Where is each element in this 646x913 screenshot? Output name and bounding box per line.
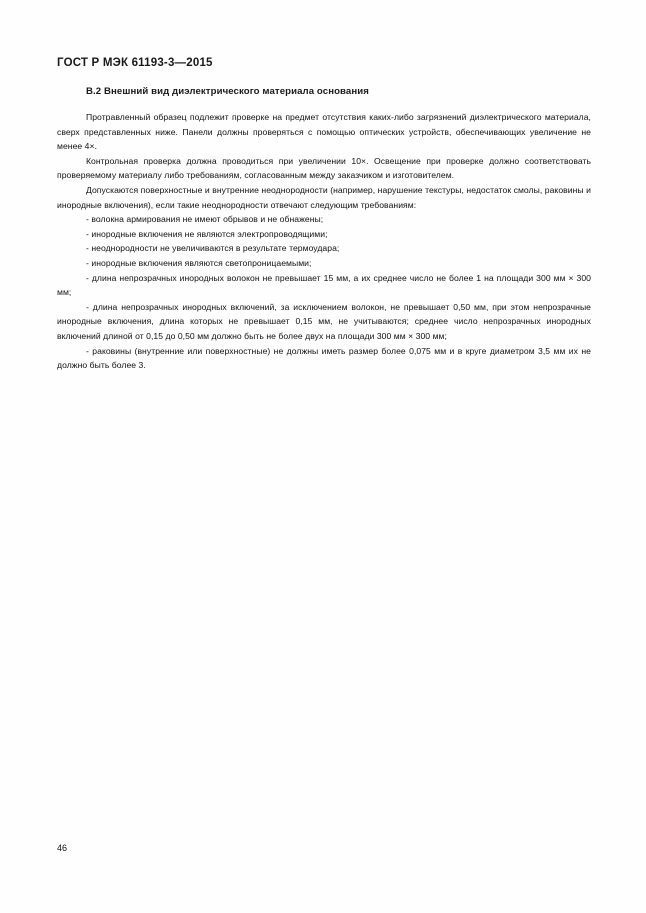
list-item: - волокна армирования не имеют обрывов и не обнажены; (86, 214, 324, 225)
list-item: - неоднородности не увеличиваются в результате термоудара; (86, 243, 340, 254)
page-number: 46 (57, 843, 68, 853)
paragraph: Протравленный образец подлежит проверке на предмет отсутствия каких-либо загрязнений диэлектрического материала, сверх представленных ниже. Панели должны проверяться с помощью оптических устройств, обеспечивающих увеличение не менее 4×. (57, 112, 591, 152)
body-text (57, 110, 591, 373)
section-title: В.2 Внешний вид диэлектрического материала основания (86, 86, 369, 97)
list-item: - инородные включения являются светопроницаемыми; (86, 257, 312, 268)
paragraph: Контрольная проверка должна проводиться при увеличении 10×. Освещение при проверке должно соответствовать проверяемому материалу либо требованиям, согласованным между заказчиком и изготовителем. (57, 155, 591, 181)
list-item: - раковины (внутренние или поверхностные) не должны иметь размер более 0,075 мм и в круге диаметром 3,5 мм их не должно быть более 3. (57, 345, 591, 371)
list-item: - длина непрозрачных инородных волокон не превышает 15 мм, а их среднее число не более 1 на площади 300 мм × 300 мм; (57, 272, 591, 298)
paragraph: Допускаются поверхностные и внутренние неоднородности (например, нарушение текстуры, недостаток смолы, раковины и инородные включения), если такие неоднородности отвечают следующим требованиям: (57, 184, 591, 210)
page-header: ГОСТ Р МЭК 61193-3—2015 (57, 57, 213, 69)
list-item: - инородные включения не являются электропроводящими; (86, 228, 328, 239)
list-item: - длина непрозрачных инородных включений, за исключением волокон, не превышает 0,50 мм, при этом непрозрачные инородные включения, длина которых не превышает 0,15 мм, не учитываются; среднее число непрозрачных инородных включений длиной от 0,15 до 0,50 мм должно быть не более двух на площади 300 мм × 300 мм; (57, 301, 591, 341)
